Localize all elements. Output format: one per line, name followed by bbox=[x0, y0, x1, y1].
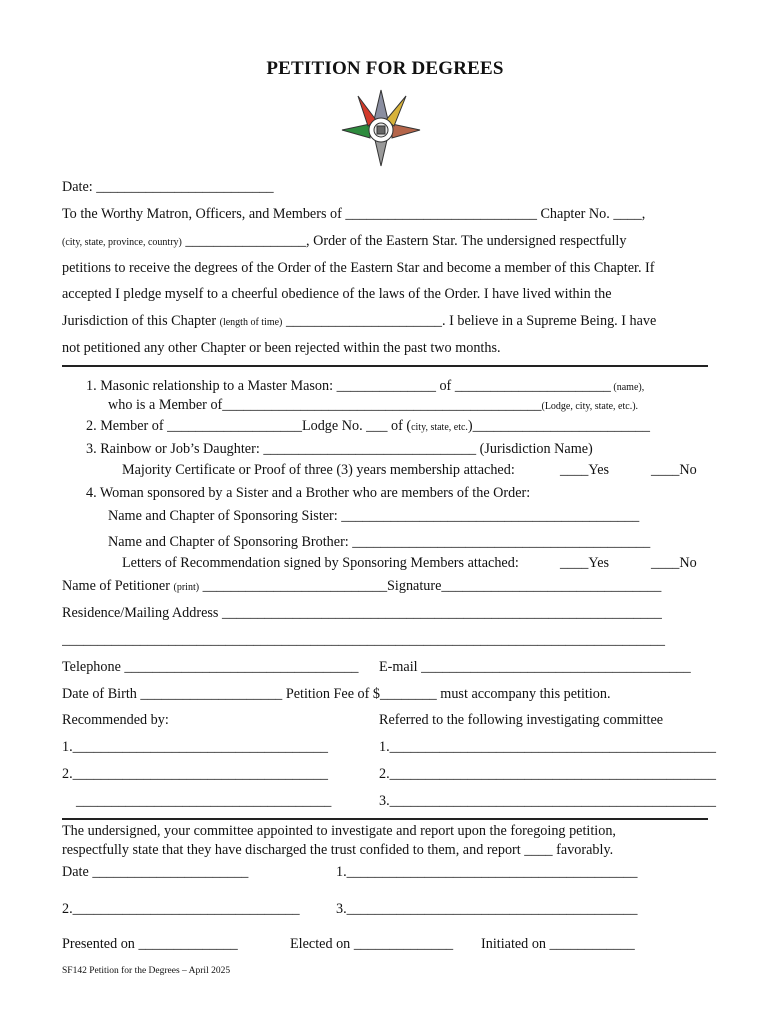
footer-form-id: SF142 Petition for the Degrees – April 2025 bbox=[62, 966, 231, 976]
petitioner-name-note: (print) bbox=[173, 582, 200, 593]
address-line: Residence/Mailing Address ______________________________________________________________ bbox=[62, 605, 662, 621]
item-2a-text: 2. Member of ___________________Lodge No. ___ of ( bbox=[86, 418, 412, 434]
intro-line-5 bbox=[62, 312, 656, 332]
committee-member-2: 2.______________________________________________ bbox=[379, 766, 716, 782]
item-1-note: (name), bbox=[610, 382, 645, 393]
committee-line-2: respectfully state that they have discharged the trust confided to them, and report ____ favorably. bbox=[62, 842, 614, 858]
initiated-on: Initiated on ____________ bbox=[481, 936, 635, 952]
item-1-text: 1. Masonic relationship to a Master Mason: ______________ of ______________________ bbox=[86, 378, 611, 394]
item-4-yes: ____Yes bbox=[560, 555, 610, 571]
item-3-no: ____No bbox=[651, 462, 697, 478]
recommended-label: Recommended by: bbox=[62, 712, 169, 728]
item-4-letters: Letters of Recommendation signed by Sponsoring Members attached: bbox=[122, 555, 519, 571]
item-2b-text: )_________________________ bbox=[467, 418, 650, 434]
divider-2 bbox=[62, 818, 708, 820]
intro-line-2-text: _________________, Order of the Eastern Star. The undersigned respectfully bbox=[181, 233, 627, 249]
intro-line-4: accepted I pledge myself to a cheerful obedience of the laws of the Order. I have lived within the bbox=[62, 286, 612, 302]
item-1-line-b bbox=[108, 396, 638, 416]
committee-signer-3: 3._________________________________________ bbox=[336, 901, 638, 917]
intro-line-2-note: (city, state, province, country) bbox=[62, 237, 182, 248]
item-3-majority: Majority Certificate or Proof of three (3) years membership attached: bbox=[122, 462, 515, 478]
committee-signer-2: 2.________________________________ bbox=[62, 901, 300, 917]
intro-line-5a: Jurisdiction of this Chapter bbox=[62, 313, 220, 329]
recommender-3: ____________________________________ bbox=[76, 793, 332, 809]
item-1b-note: (Lodge, city, state, etc.). bbox=[541, 401, 639, 412]
presented-on: Presented on ______________ bbox=[62, 936, 238, 952]
intro-line-5-note: (length of time) bbox=[219, 317, 283, 328]
recommender-2: 2.____________________________________ bbox=[62, 766, 329, 782]
intro-line-2 bbox=[62, 232, 626, 252]
item-4-no: ____No bbox=[651, 555, 697, 571]
address-line-2: _____________________________________________________________________________________ bbox=[62, 632, 665, 648]
item-2-note: city, state, etc. bbox=[411, 422, 468, 433]
intro-line-6: not petitioned any other Chapter or been rejected within the past two months. bbox=[62, 340, 501, 356]
intro-line-5b: ______________________. I believe in a Supreme Being. I have bbox=[282, 313, 657, 329]
intro-line-1: To the Worthy Matron, Officers, and Members of ___________________________ Chapter No. ____, bbox=[62, 206, 646, 222]
petitioner-name-line bbox=[62, 577, 661, 597]
email-line: E-mail ______________________________________ bbox=[379, 659, 691, 675]
committee-signer-1: 1._________________________________________ bbox=[336, 864, 638, 880]
committee-member-1: 1.______________________________________________ bbox=[379, 739, 716, 755]
elected-on: Elected on ______________ bbox=[290, 936, 454, 952]
item-4-sister: Name and Chapter of Sponsoring Sister: __________________________________________ bbox=[108, 508, 640, 524]
divider-1 bbox=[62, 365, 708, 367]
item-3-yes: ____Yes bbox=[560, 462, 610, 478]
committee-date: Date ______________________ bbox=[62, 864, 249, 880]
eastern-star-emblem-icon bbox=[340, 88, 422, 168]
telephone-line: Telephone _________________________________ bbox=[62, 659, 359, 675]
item-4-line: 4. Woman sponsored by a Sister and a Brother who are members of the Order: bbox=[86, 485, 531, 501]
item-1b-text: who is a Member of_____________________________________________ bbox=[108, 397, 542, 413]
referred-label: Referred to the following investigating committee bbox=[379, 712, 664, 728]
intro-line-3: petitions to receive the degrees of the Order of the Eastern Star and become a member of this Chapter. If bbox=[62, 260, 655, 276]
petitioner-name-label: Name of Petitioner bbox=[62, 578, 174, 594]
committee-member-3: 3.______________________________________________ bbox=[379, 793, 716, 809]
recommender-1: 1.____________________________________ bbox=[62, 739, 329, 755]
committee-line-1: The undersigned, your committee appointed to investigate and report upon the foregoing petition, bbox=[62, 823, 616, 839]
item-4-brother: Name and Chapter of Sponsoring Brother: __________________________________________ bbox=[108, 534, 651, 550]
dob-fee-line: Date of Birth ____________________ Petition Fee of $________ must accompany this petition. bbox=[62, 686, 611, 702]
petitioner-signature: __________________________Signature_______________________________ bbox=[199, 578, 662, 594]
date-line: Date: _________________________ bbox=[62, 179, 274, 195]
page-title: PETITION FOR DEGREES bbox=[266, 58, 504, 79]
item-1-line-a bbox=[86, 377, 644, 397]
item-3-line: 3. Rainbow or Job’s Daughter: ______________________________ (Jurisdiction Name) bbox=[86, 441, 593, 457]
item-2-line bbox=[86, 417, 650, 437]
